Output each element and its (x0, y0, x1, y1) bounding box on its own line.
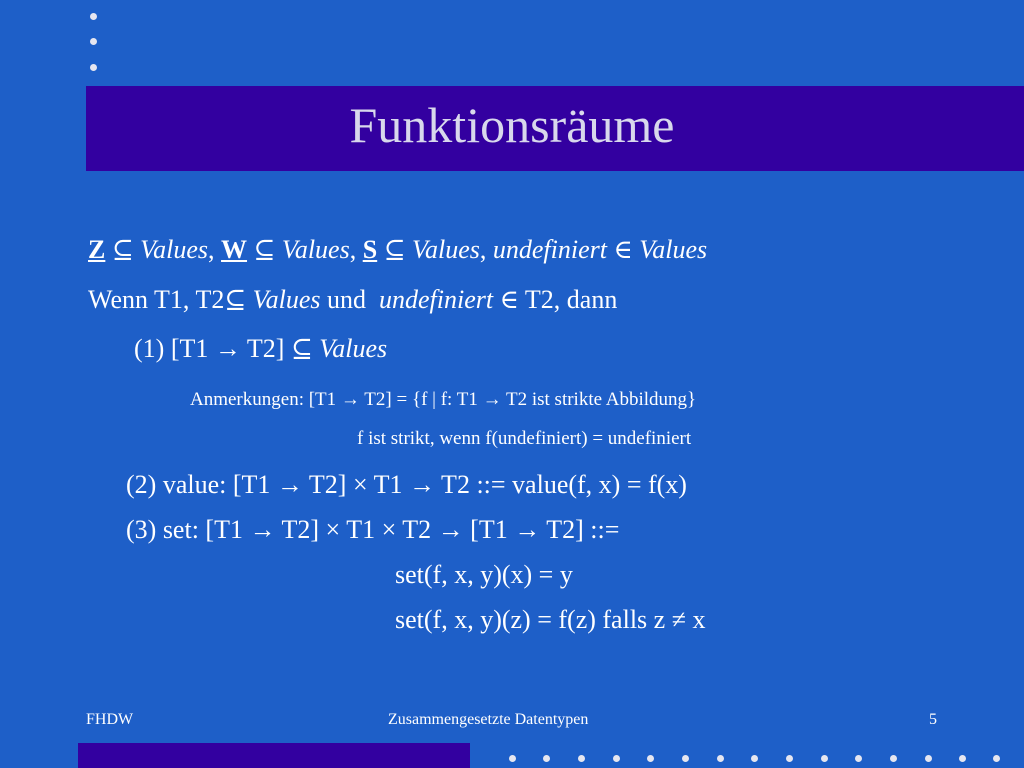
undefiniert-text: undefiniert (492, 235, 607, 264)
values-text: Values (319, 334, 388, 363)
line-rule-3: (3) set: [T1 → T2] × T1 × T2 → [T1 → T2] ::= (126, 515, 620, 544)
subset-symbol: ⊆ (224, 285, 247, 314)
note-line-1: Anmerkungen: [T1 → T2] = {f | f: T1 → T2 ist strikte Abbildung} (190, 389, 697, 410)
line-rule-1 (134, 336, 387, 362)
decor-dot (890, 755, 897, 762)
decor-dot (993, 755, 1000, 762)
line-sets-definition (88, 237, 707, 263)
element-symbol: ∈ (499, 285, 519, 314)
subset-symbol: ⊆ (253, 235, 276, 264)
slide-title: Funktionsräume (349, 97, 675, 153)
condition-suffix: T2, dann (524, 285, 618, 314)
set-s: S (362, 235, 378, 264)
decor-dot (90, 38, 97, 45)
decor-dot (509, 755, 516, 762)
decor-dot (855, 755, 862, 762)
decor-dot (751, 755, 758, 762)
decor-dot (786, 755, 793, 762)
decor-dot (90, 13, 97, 20)
values-text: Values (140, 235, 209, 264)
comma: , (479, 235, 487, 264)
und-text: und (327, 285, 367, 314)
condition-prefix: Wenn T1, T2 (88, 285, 225, 314)
subset-symbol: ⊆ (290, 334, 313, 363)
footer-center: Zusammengesetzte Datentypen (388, 711, 589, 728)
footer-page-number: 5 (929, 711, 937, 728)
rule-1-prefix: (1) [T1 (134, 334, 209, 363)
comma: , (349, 235, 357, 264)
line-set-equation-2: set(f, x, y)(z) = f(z) falls z ≠ x (395, 605, 706, 634)
line-rule-2: (2) value: [T1 → T2] × T1 → T2 ::= value(f, x) = f(x) (126, 470, 687, 499)
set-w: W (221, 235, 248, 264)
undefiniert-text: undefiniert (379, 285, 494, 314)
values-text: Values (281, 235, 350, 264)
bottom-bar (78, 743, 470, 768)
set-z: Z (88, 235, 106, 264)
decor-dot (925, 755, 932, 762)
decor-dot (959, 755, 966, 762)
element-symbol: ∈ (613, 235, 633, 264)
note-line-2: f ist strikt, wenn f(undefiniert) = undefiniert (357, 428, 692, 449)
arrow-symbol: → (214, 334, 241, 363)
decor-dot (543, 755, 550, 762)
subset-symbol: ⊆ (111, 235, 134, 264)
decor-dot (821, 755, 828, 762)
decor-dot (90, 64, 97, 71)
decor-dot (717, 755, 724, 762)
values-text: Values (411, 235, 480, 264)
decor-dot (613, 755, 620, 762)
values-text: Values (252, 285, 321, 314)
decor-dot (578, 755, 585, 762)
line-condition (88, 287, 617, 313)
decor-dot (647, 755, 654, 762)
comma: , (208, 235, 215, 264)
decor-dot (682, 755, 689, 762)
rule-1-mid: T2] (246, 334, 285, 363)
subset-symbol: ⊆ (383, 235, 406, 264)
line-set-equation-1: set(f, x, y)(x) = y (395, 560, 573, 589)
values-text: Values (639, 235, 708, 264)
footer-left: FHDW (86, 711, 134, 728)
